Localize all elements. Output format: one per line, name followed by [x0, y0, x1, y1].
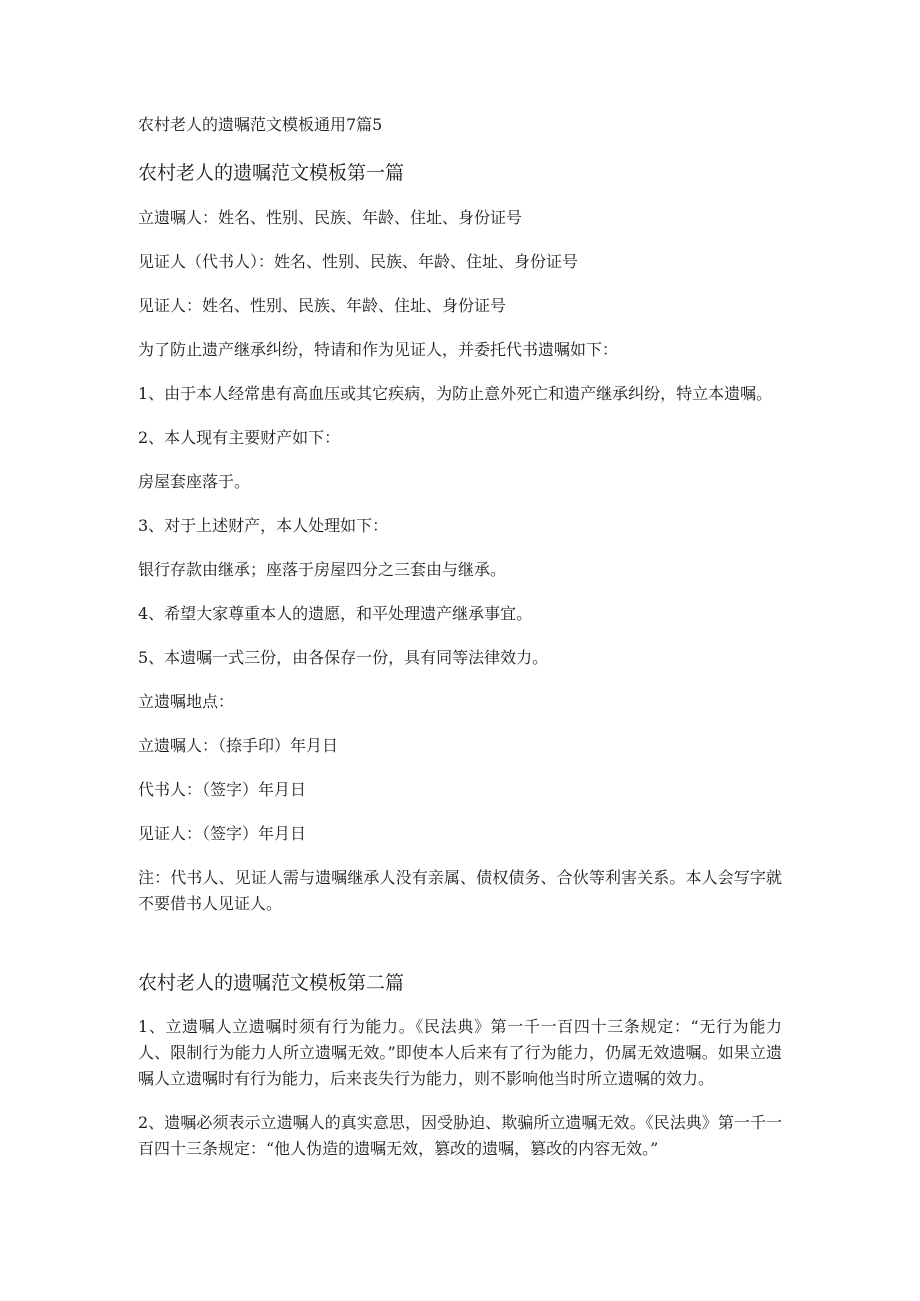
paragraph-intro: 为了防止遗产继承纠纷，特请和作为见证人，并委托代书遗嘱如下： — [138, 340, 619, 359]
paragraph-witness-scribe: 见证人（代书人）：姓名、性别、民族、年龄、住址、身份证号 — [138, 252, 579, 271]
section-second — [138, 970, 782, 1162]
paragraph-place: 立遗嘱地点： — [138, 692, 235, 711]
paragraph-testator-sign: 立遗嘱人：（捺手印）年月日 — [138, 736, 339, 755]
paragraph-item-4: 4、希望大家尊重本人的遗愿，和平处理遗产继承事宜。 — [138, 604, 533, 623]
paragraph-item-5: 5、本遗嘱一式三份，由各保存一份，具有同等法律效力。 — [138, 648, 549, 667]
paragraph-testator: 立遗嘱人：姓名、性别、民族、年龄、住址、身份证号 — [138, 208, 523, 227]
paragraph-scribe-sign: 代书人：（签字）年月日 — [138, 780, 307, 799]
paragraph-note: 注：代书人、见证人需与遗嘱继承人没有亲属、债权债务、合伙等利害关系。本人会写字就不要借书人见证人。 — [138, 868, 782, 913]
section-heading: 农村老人的遗嘱范文模板第二篇 — [138, 972, 405, 994]
section-heading: 农村老人的遗嘱范文模板第一篇 — [138, 162, 405, 184]
section-first — [138, 160, 782, 917]
paragraph-item-3: 3、对于上述财产，本人处理如下： — [138, 516, 389, 535]
paragraph-item-1: 1、由于本人经常患有高血压或其它疾病，为防止意外死亡和遗产继承纠纷，特立本遗嘱。 — [138, 384, 773, 403]
paragraph-savings: 银行存款由继承；座落于房屋四分之三套由与继承。 — [138, 560, 507, 579]
paragraph-witness-sign: 见证人：（签字）年月日 — [138, 824, 307, 843]
paragraph-witness: 见证人：姓名、性别、民族、年龄、住址、身份证号 — [138, 296, 507, 315]
paragraph-item-2: 2、本人现有主要财产如下： — [138, 428, 341, 447]
paragraph-true-intent: 2、遗嘱必须表示立遗嘱人的真实意思，因受胁迫、欺骗所立遗嘱无效。《民法典》第一千一百四十三条规定：“他人伪造的遗嘱无效，篡改的遗嘱，篡改的内容无效。” — [138, 1113, 782, 1158]
paragraph-capacity: 1、立遗嘱人立遗嘱时须有行为能力。《民法典》第一千一百四十三条规定：“无行为能力人、限制行为能力人所立遗嘱无效。”即使本人后来有了行为能力，仍属无效遗嘱。如果立遗嘱人立遗嘱时有行为能力，后来丧失行为能力，则不影响他当时所立遗嘱的效力。 — [138, 1017, 782, 1088]
paragraph-house: 房屋套座落于。 — [138, 472, 251, 491]
document-title: 农村老人的遗嘱范文模板通用7篇5 — [138, 115, 383, 134]
